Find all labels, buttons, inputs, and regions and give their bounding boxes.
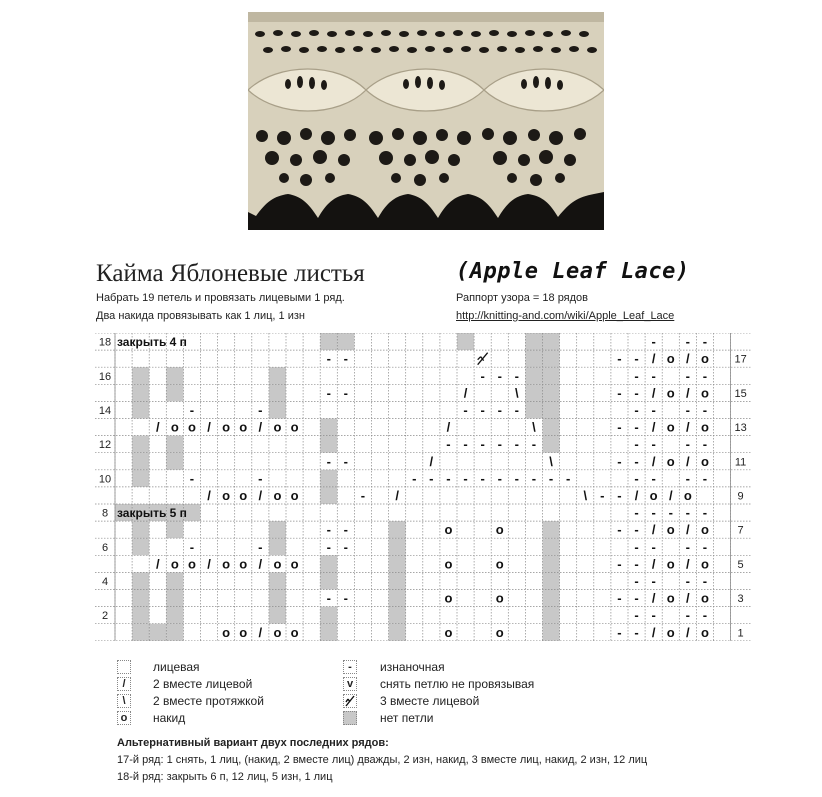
yo-mark: o [239,419,248,435]
yo-mark: o [273,624,282,640]
page-title: Кайма Яблоневые листья [96,260,365,287]
no-stitch-cell [132,538,149,555]
legend-yo-symbol: o [117,711,131,725]
k2tog-mark: / [651,624,656,640]
yo-mark: o [187,419,196,435]
legend-slip-symbol: v [343,677,357,691]
row-number-right: 13 [734,422,747,435]
yo-mark: o [222,556,231,572]
k2tog-mark: / [686,556,690,572]
purl-mark: - [189,470,195,486]
no-stitch-cell [543,590,560,607]
purl-mark: - [685,573,691,589]
purl-mark: - [651,505,656,521]
yo-mark: o [666,590,675,606]
row-number-left: 10 [98,473,112,486]
purl-mark: - [634,419,639,435]
purl-mark: - [617,624,622,640]
purl-mark: - [651,607,656,623]
purl-mark: - [651,470,656,486]
yo-mark: o [700,453,709,469]
row-number-right: 15 [734,387,747,400]
legend-ssk-label: 2 вместе протяжкой [153,694,264,708]
ssk-mark: \ [515,385,519,401]
no-stitch-cell [132,572,149,589]
no-stitch-cell [166,590,183,607]
yo-mark: o [683,487,692,503]
legend-ssk-symbol: \ [117,694,131,708]
purl-mark: - [668,505,673,521]
legend-slip-label: снять петлю не провязывая [380,677,535,691]
yo-mark: o [666,419,675,435]
no-stitch-cell [543,521,560,538]
yo-mark: o [495,556,504,572]
no-stitch-cell [543,384,560,401]
no-stitch-cell [320,624,337,641]
purl-mark: - [651,436,656,452]
yo-mark: o [290,624,299,640]
yo-mark: o [666,624,675,640]
no-stitch-cell [132,624,149,641]
yo-mark: o [273,419,282,435]
k2tog-mark: / [258,419,263,435]
yo-mark: o [444,556,453,572]
english-title: (Apple Leaf Lace) [456,259,690,284]
purl-mark: - [326,539,331,555]
purl-mark: - [463,470,468,486]
purl-mark: - [651,539,656,555]
k2tog-mark: / [207,487,211,503]
no-stitch-cell [320,487,337,504]
no-stitch-cell [132,521,149,538]
purl-mark: - [651,573,656,589]
purl-mark: - [634,505,639,521]
k2tog-mark: / [155,419,160,435]
no-stitch-cell [389,590,406,607]
row-number-left: 16 [98,370,112,383]
cast-on-instruction: Набрать 19 петель и провязать лицевыми 1 ряд. [96,292,345,304]
no-stitch-cell [457,333,474,350]
yo-mark: o [666,522,675,538]
yo-mark: o [170,419,179,435]
lace-photo [248,12,604,230]
purl-mark: - [497,402,502,418]
purl-mark: - [258,539,263,555]
yo-mark: o [273,487,282,503]
no-stitch-cell [389,555,406,572]
k2tog-mark: / [686,522,690,538]
k2tog-mark: / [686,453,690,469]
legend-k2tog-label: 2 вместе лицевой [153,677,253,691]
purl-mark: - [634,402,639,418]
purl-mark: - [634,522,639,538]
no-stitch-cell [132,470,149,487]
purl-mark: - [685,539,691,555]
yo-mark: o [444,624,453,640]
no-stitch-cell [269,607,286,624]
purl-mark: - [685,402,691,418]
purl-mark: - [634,436,639,452]
no-stitch-cell [320,555,337,572]
yo-mark: o [666,351,675,367]
no-stitch-cell [132,453,149,470]
legend-k3tog-symbol [343,694,357,708]
purl-mark: - [702,607,708,623]
purl-mark: - [617,385,622,401]
no-stitch-cell [320,419,337,436]
purl-mark: - [634,368,639,384]
k2tog-mark: / [651,556,656,572]
k2tog-mark: / [686,351,690,367]
purl-mark: - [634,470,639,486]
row-number-right: 17 [734,353,747,366]
purl-mark: - [326,453,331,469]
purl-mark: - [446,470,451,486]
yo-mark: o [700,624,709,640]
row-number-left: 14 [98,404,112,417]
purl-mark: - [463,402,468,418]
k2tog-mark: / [207,419,211,435]
no-stitch-cell [132,607,149,624]
no-stitch-cell [166,607,183,624]
purl-mark: - [651,402,656,418]
no-stitch-cell [543,436,560,453]
k2tog-mark: / [686,590,690,606]
purl-mark: - [480,368,485,384]
purl-mark: - [617,522,622,538]
purl-mark: - [685,334,691,350]
legend-k3tog-label: 3 вместе лицевой [380,694,480,708]
purl-mark: - [617,419,622,435]
legend-k2tog-symbol: / [117,677,131,691]
k2tog-mark: / [463,385,468,401]
purl-mark: - [634,590,639,606]
yo-mark: o [495,624,504,640]
ssk-mark: \ [583,487,588,503]
pattern-repeat: Раппорт узора = 18 рядов [456,292,589,304]
no-stitch-cell [543,401,560,418]
no-stitch-cell [166,453,183,470]
purl-mark: - [634,573,639,589]
yo-mark: o [273,556,282,572]
purl-mark: - [651,368,656,384]
yo-mark: o [700,590,709,606]
yo-mark: o [495,522,504,538]
no-stitch-cell [166,367,183,384]
no-stitch-cell [320,607,337,624]
yo-mark: o [239,556,248,572]
k2tog-mark: / [634,487,639,503]
purl-mark: - [480,436,485,452]
no-stitch-cell [132,384,149,401]
k2tog-mark: / [686,419,690,435]
purl-mark: - [258,470,263,486]
yo-mark: o [290,556,299,572]
no-stitch-cell [543,419,560,436]
row-number-right: 5 [737,558,744,571]
purl-mark: - [634,556,639,572]
purl-mark: - [531,436,537,452]
purl-mark: - [702,573,708,589]
yo-mark: o [666,453,675,469]
row-number-right: 1 [737,627,744,640]
no-stitch-cell [389,624,406,641]
purl-mark: - [702,402,708,418]
yo-mark: o [239,624,248,640]
ssk-mark: \ [532,419,536,435]
row-number-right: 7 [737,524,744,537]
purl-mark: - [685,368,691,384]
no-stitch-cell [132,401,149,418]
no-stitch-cell [269,572,286,589]
no-stitch-cell [389,521,406,538]
no-stitch-cell [543,624,560,641]
row-number-right: 9 [737,490,744,503]
no-stitch-cell [543,333,560,350]
no-stitch-cell [543,572,560,589]
purl-mark: - [617,590,622,606]
purl-mark: - [548,470,554,486]
yo-mark: o [290,487,299,503]
yo-mark: o [666,556,675,572]
yo-mark: o [495,590,504,606]
legend-no-stitch-symbol [343,711,357,725]
no-stitch-cell [543,367,560,384]
yo-mark: o [170,556,179,572]
no-stitch-cell [132,367,149,384]
purl-mark: - [429,470,434,486]
k2tog-mark: / [651,453,656,469]
purl-mark: - [617,453,622,469]
purl-mark: - [634,385,639,401]
purl-mark: - [685,607,691,623]
purl-mark: - [702,505,708,521]
purl-mark: - [514,436,520,452]
no-stitch-cell [269,538,286,555]
purl-mark: - [446,436,451,452]
purl-mark: - [326,522,331,538]
purl-mark: - [685,436,691,452]
purl-mark: - [634,453,639,469]
row-number-left: 2 [101,610,109,623]
legend-purl-label: изнаночная [380,660,445,674]
no-stitch-cell [543,538,560,555]
purl-mark: - [343,539,349,555]
no-stitch-cell [389,607,406,624]
purl-mark: - [702,436,708,452]
no-stitch-cell [132,436,149,453]
purl-mark: - [497,368,502,384]
no-stitch-cell [525,401,542,418]
yo-mark: o [700,522,709,538]
purl-mark: - [463,436,468,452]
k2tog-mark: / [155,556,160,572]
no-stitch-cell [525,384,542,401]
bind-off-label: закрыть 4 п [117,335,187,350]
legend-knit-label: лицевая [153,660,200,674]
yo-mark: o [700,419,709,435]
k2tog-mark: / [686,385,690,401]
bind-off-label: закрыть 5 п [117,506,187,521]
legend-purl-symbol: - [343,660,357,674]
k2tog-mark: / [686,624,690,640]
yo-mark: o [700,556,709,572]
yo-mark: o [444,590,453,606]
purl-mark: - [480,402,485,418]
purl-mark: - [617,556,622,572]
row-number-left: 4 [101,575,109,588]
no-stitch-cell [525,350,542,367]
no-stitch-cell [389,538,406,555]
purl-mark: - [617,351,622,367]
purl-mark: - [258,402,263,418]
no-stitch-cell [269,401,286,418]
yo-mark: o [290,419,299,435]
legend-no-stitch-label: нет петли [380,711,434,725]
alternative-row-17: 17-й ряд: 1 снять, 1 лиц, (накид, 2 вместе лиц) дважды, 2 изн, накид, 3 вместе лиц, накид, 2 изн, 12 лиц [117,754,648,766]
no-stitch-cell [337,333,354,350]
purl-mark: - [360,487,366,503]
purl-mark: - [702,368,708,384]
no-stitch-cell [166,436,183,453]
legend-yo-label: накид [153,711,186,725]
purl-mark: - [412,470,417,486]
yo-mark: o [187,556,196,572]
purl-mark: - [651,334,656,350]
purl-mark: - [514,368,520,384]
no-stitch-cell [132,590,149,607]
row-number-left: 18 [98,336,112,349]
purl-mark: - [480,470,485,486]
row-number-left: 6 [101,541,109,554]
purl-mark: - [531,470,537,486]
no-stitch-cell [525,367,542,384]
no-stitch-cell [525,333,542,350]
no-stitch-cell [269,367,286,384]
no-stitch-cell [543,607,560,624]
purl-mark: - [343,453,349,469]
purl-mark: - [565,470,571,486]
k2tog-mark: / [207,556,211,572]
yo-mark: o [649,487,658,503]
no-stitch-cell [166,572,183,589]
k2tog-mark: / [651,385,656,401]
k2tog-mark: / [258,556,263,572]
yo-mark: o [222,624,231,640]
no-stitch-cell [543,555,560,572]
no-stitch-cell [166,521,183,538]
ssk-mark: \ [549,453,553,469]
yarnover-note: Два накида провязывать как 1 лиц, 1 изн [96,310,305,322]
legend-knit-symbol [117,660,131,674]
no-stitch-cell [389,572,406,589]
purl-mark: - [343,522,349,538]
purl-mark: - [634,607,639,623]
purl-mark: - [343,385,349,401]
purl-mark: - [685,505,691,521]
row-number-right: 11 [734,456,747,469]
no-stitch-cell [269,521,286,538]
k2tog-mark: / [429,453,434,469]
no-stitch-cell [166,624,183,641]
no-stitch-cell [269,384,286,401]
yo-mark: o [222,487,231,503]
purl-mark: - [702,334,708,350]
k2tog-mark: / [651,522,656,538]
purl-mark: - [634,351,639,367]
purl-mark: - [514,470,520,486]
row-number-left: 12 [98,439,112,452]
purl-mark: - [497,470,502,486]
yo-mark: o [222,419,231,435]
yo-mark: o [666,385,675,401]
alternative-heading: Альтернативный вариант двух последних рядов: [117,737,389,749]
row-number-right: 3 [737,593,744,606]
row-number-left: 8 [101,507,109,520]
k2tog-mark: / [668,487,673,503]
purl-mark: - [702,539,708,555]
k2tog-mark: / [258,624,263,640]
yo-mark: o [444,522,453,538]
purl-mark: - [634,539,639,555]
no-stitch-cell [166,384,183,401]
purl-mark: - [685,470,691,486]
no-stitch-cell [543,350,560,367]
k2tog-mark: / [446,419,451,435]
k2tog-mark: / [651,351,656,367]
no-stitch-cell [320,333,337,350]
purl-mark: - [326,351,331,367]
no-stitch-cell [149,624,166,641]
alternative-row-18: 18-й ряд: закрыть 6 п, 12 лиц, 5 изн, 1 лиц [117,771,333,783]
purl-mark: - [634,624,639,640]
purl-mark: - [189,539,195,555]
purl-mark: - [343,590,349,606]
k2tog-mark: / [258,487,263,503]
k3tog-icon [344,695,356,707]
purl-mark: - [326,590,331,606]
purl-mark: - [326,385,331,401]
yo-mark: o [700,351,709,367]
purl-mark: - [497,436,502,452]
no-stitch-cell [320,470,337,487]
purl-mark: - [343,351,349,367]
purl-mark: - [514,402,520,418]
no-stitch-cell [320,572,337,589]
yo-mark: o [239,487,248,503]
no-stitch-cell [269,590,286,607]
source-link[interactable]: http://knitting-and.com/wiki/Apple_Leaf_Lace [456,310,675,322]
purl-mark: - [617,487,622,503]
no-stitch-cell [320,436,337,453]
purl-mark: - [600,487,605,503]
k2tog-mark: / [651,419,656,435]
yo-mark: o [700,385,709,401]
k2tog-mark: / [651,590,656,606]
k2tog-mark: / [395,487,399,503]
purl-mark: - [189,402,195,418]
knitting-chart [95,333,751,641]
purl-mark: - [702,470,708,486]
